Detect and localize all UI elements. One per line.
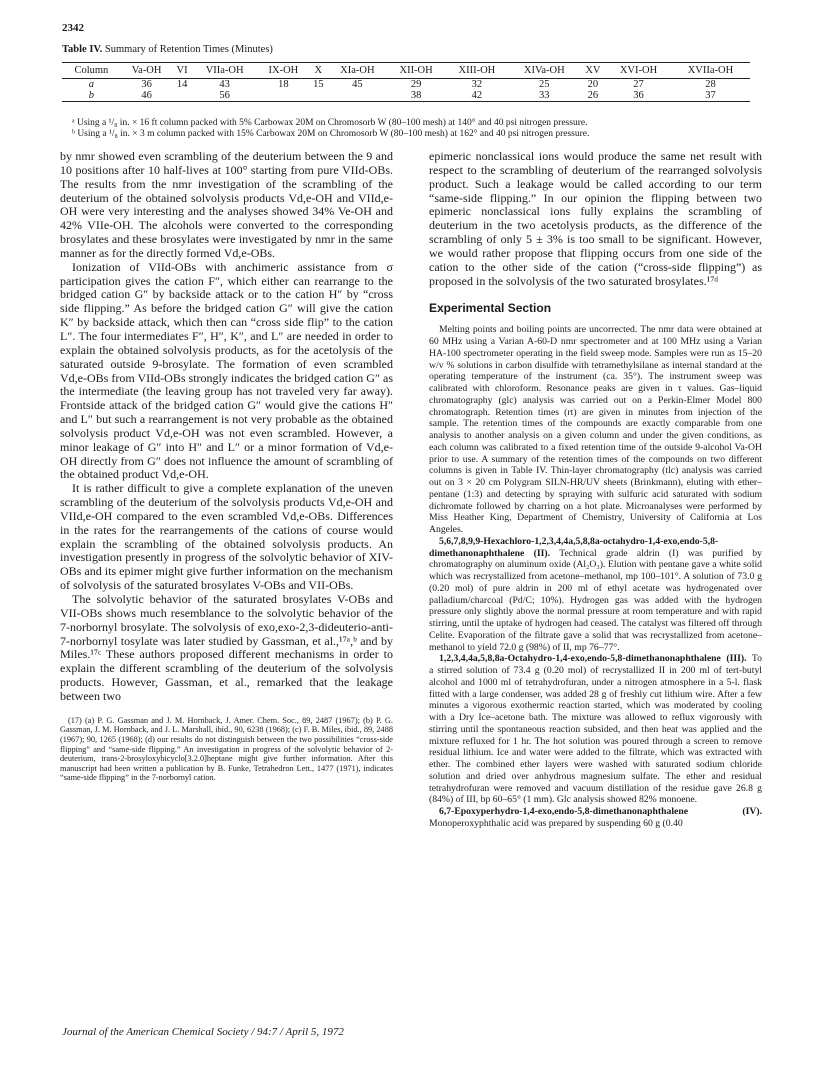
right-column <box>429 150 762 830</box>
table-header-cell: IX-OH <box>268 65 299 76</box>
table-cell: 15 <box>313 79 324 90</box>
table-cell: 25 <box>539 79 550 90</box>
page-number: 2342 <box>62 22 84 34</box>
body-paragraph: The solvolytic behavior of the saturated brosylates V-OBs and VII-OBs shows much resemblance to the solvolytic behavior of the 7-norbornyl brosylate. The solvolysis of exo,exo-2,3-dideuterio-anti-7-norbornyl tosylate was later studied by Gassman, et al.,¹⁷ᵃ,ᵇ and by Miles.¹⁷ᶜ These authors proposed different mechanisms in order to explain the different scrambling of the deuterium of the solvolysis products. However, Gassman, et al., remarked that the leakage between two <box>60 592 393 703</box>
compound-iii-paragraph <box>429 653 762 806</box>
compound-ii-title: 5,6,7,8,9,9-Hexachloro-1,2,3,4,4a,5,8,8a-octahydro-1,4-exo,endo-5,8-dimethanonaphthalene (II). <box>429 535 719 559</box>
table-header-cell: VI <box>176 65 188 76</box>
retention-times-table <box>62 62 750 102</box>
table-cell: 42 <box>471 90 483 101</box>
table-cell: 27 <box>633 79 644 90</box>
body-paragraph: by nmr showed even scrambling of the deuterium between the 9 and 10 positions after 10 half-lives at 100° starting from pure VIId-OBs. The results from the nmr investigation of the scrambling of the deuterium of the obtained solvolysis products Vd,e-OH and VIId,e-OH were very interesting and the analyses showed 34% Ve-OH and 42% VIIe-OH. The alcohols were converted to the corresponding brosylates and these brosylates were investigated by nmr in the same manner as for the directly formed Vd,e-OBs. <box>60 149 393 260</box>
table-cell: 37 <box>705 90 716 101</box>
table-header-cell: Va-OH <box>131 65 162 76</box>
table-cell: 26 <box>587 90 599 101</box>
table-header-cell: VIIa-OH <box>205 65 244 76</box>
table-header-cell: Column <box>74 65 109 76</box>
table-cell: 28 <box>705 79 716 90</box>
compound-iv-title: 6,7-Epoxyperhydro-1,4-exo,endo-5,8-dimethanonaphthalene (IV). <box>439 806 762 818</box>
body-paragraph: It is rather difficult to give a complete explanation of the uneven scrambling of the deuterium of the solvolysis products Vd,e-OH and VIId,e-OH compared to the even scrambled Vd,e-OBs. Differences in the rates for the rearrangements of the cations of course would explain the scrambling of the obtained solvolysis products. An investigation presently in progress of the solvolytic behavior of XIV-OBs and its epimer might give further information on the mechanism of solvolysis of the saturated brosylates V-OBs and VII-OBs. <box>60 481 393 593</box>
table-cell: 18 <box>278 79 289 90</box>
table-header-cell: X <box>314 65 323 76</box>
table-cell <box>258 90 310 102</box>
reference-footnotes <box>60 716 393 783</box>
table-header-cell: XIVa-OH <box>523 65 565 76</box>
experimental-text <box>429 324 762 829</box>
table-header-cell: XIII-OH <box>458 65 496 76</box>
left-column <box>60 150 393 783</box>
table-cell: 36 <box>633 90 644 101</box>
table-cell: 36 <box>141 79 152 90</box>
table-header-row <box>62 63 750 79</box>
table-cell: a <box>88 79 95 90</box>
table-cell: 56 <box>219 90 230 101</box>
table-header-cell: XVI-OH <box>619 65 658 76</box>
body-paragraph: epimeric nonclassical ions would produce the same net result with respect to the scrambling of deuterium of the rearranged solvolysis product. Such a leakage would be called according to our term “same-side flipping.” In our opinion the flipping between two epimeric nonclassical ions fully explains the scrambling of deuterium in the two acetolysis products, as the difference of the scrambling of only 5 ± 3% is too small to be significant. However, we would rather propose that flipping occurs from one side of the cation to the other side of the cation (“cross-side flipping”) as proposed in the solvolysis of the two saturated brosylates.¹⁷ᵈ <box>429 149 762 288</box>
compound-ii-paragraph <box>429 536 762 654</box>
table-header-cell: XII-OH <box>399 65 433 76</box>
table-header-cell: XV <box>585 65 601 76</box>
compound-ii-text: Technical grade aldrin (I) was purified by chromatography on aluminum oxide (Al₂O₃). Elution with pentane gave a white solid which was recrystallized from acetone–methanol, mp 100–101°. A solution of 73.0 g (0.20 mol) of pure aldrin in 200 ml of ethyl acetate was hydrogenated over palladium/charcoal (Pd/C; 10%). Hydrogen gas was added with the hydrogen pressure only slightly above the normal pressure at room temperature and with rapid stirring, until the uptake of hydrogen had ceased. The catalyst was filtered off through Celite. Evaporation of the filtrate gave a solid that was recrystallized from acetone–methanol to yield 72.0 g (98%) of II, mp 76–77°. <box>429 547 762 653</box>
table-footnote-b: ᵇ Using a ¹/₈ in. × 3 m column packed with 15% Carbowax 20M on Chromosorb W (80–100 mesh) at 162° and 40 psi nitrogen pressure. <box>72 129 590 139</box>
experimental-paragraph: Melting points and boiling points are uncorrected. The nmr data were obtained at 60 MHz using a Varian A-60-D nmr spectrometer and at 100 MHz using a Varian HA-100 spectrometer operating in the field sweep mode. Samples were run as 15–20 w/v % solutions in carbon disulfide with tetramethylsilane as internal standard at the operating temperature of the instrument (ca. 35°). The instrument sweep was calibrated with chloroform. Resonance peaks are given in τ values. Gas–liquid chromatography (glc) analysis was carried out on a Perkin-Elmer Model 800 chromatograph. Retention times (rt) are given in minutes from injection of the sample. The retention times of the compounds are exactly comparable from one analysis to another analysis on a given column and under the given conditions, as each column was calibrated to a fixed retention time of the outside 9-alcohol Va-OH prior to use. A summary of the retention times of the compounds on two different columns is given in Table IV. Thin-layer chromatography (tlc) analysis was carried out on 3 × 20 cm Polygram SILN-HR/UV sheets (Brinkmann), eluting with ether–pentane (1:3) and detecting by spraying with sulfuric acid saturated with sodium dichromate followed by charring on a hot plate. Microanalyses were performed by Miss Heather King, Department of Chemistry, University of California at Los Angeles. <box>429 324 762 536</box>
table-header-cell: XVIIa-OH <box>687 65 734 76</box>
table-cell <box>172 90 191 102</box>
journal-footer: Journal of the American Chemical Society / 94:7 / April 5, 1972 <box>62 1026 344 1038</box>
compound-iii-text: To a stirred solution of 73.4 g (0.20 mol) of recrystallized II in 200 ml of tert-butyl alcohol and 1000 ml of tetrahydrofuran, under a nitrogen atmosphere in a 5-l. flask fitted with a large condenser, was added 28 g of freshly cut lithium wire. After a few minutes a vigorous exothermic reaction started, which was moderated by cooling with a Dry Ice–acetone bath. The mixture was allowed to reflux vigorously with stirring until the spontaneous reaction subsided, and then heat was applied and the mixture refluxed for 1 hr. The hot solution was poured through a screen to remove residual lithium. Ice and water were added to the filtrate, which was extracted with ether. The combined ether layers were washed with saturated sodium chloride solution and dried over anhydrous magnesium sulfate. The ether and residual tetrahydrofuran were removed and vacuum distillation of the residue gave 26.8 g (84%) of III, bp 60–65° (1 mm). Glc analysis showed 82% monoene. <box>429 653 763 806</box>
table-cell: 46 <box>141 90 152 101</box>
table-cell <box>327 90 387 102</box>
table-cell: 45 <box>352 79 363 90</box>
table-cell <box>309 90 327 102</box>
reference-17: (17) (a) P. G. Gassman and J. M. Hornback, J. Amer. Chem. Soc., 89, 2487 (1967); (b) P. G. Gassman, J. M. Hornback, and J. L. Marshall, ibid., 90, 6238 (1968); (c) F. B. Miles, ibid., 89, 2488 (1967); 90, 1265 (1968); (d) our results do not distinguish between the two possibilities “cross-side flipping” and “same-side flipping.” An investigation in progress of the solvolytic behavior of 2-deuterium, trans-2-brosyloxybicyclo[3.2.0]heptane might give further information. After this manuscript had been written a publication by B. Funke, Tetrahedron Lett., 1477 (1971), indicates “same-side flipping” in the 7-norbornyl cation. <box>60 715 393 783</box>
table-row <box>62 90 750 102</box>
table-cell: 33 <box>539 90 550 101</box>
table-cell: 14 <box>176 79 188 90</box>
compound-iv-paragraph <box>429 806 762 830</box>
table-label: Table IV. <box>62 44 103 55</box>
table-cell: 29 <box>410 79 422 90</box>
table-cell: b <box>88 90 95 101</box>
table-caption: Summary of Retention Times (Minutes) <box>104 44 273 55</box>
body-paragraph: Ionization of VIId-OBs with anchimeric assistance from σ participation gives the cation F″, which either can rearrange to the bridged cation G″ by backside attack or to the cation H″ by “cross side flipping.” As before the bridged cation G″ will give the cation K″ by backside attack, which then can “cross side flip” to the cation L″. The four intermediates F″, H″, K″, and L″ are needed in order to explain the obtained solvolysis products, as for the acetolysis of the saturated outside 9-brosylate. The formation of even scrambled Vd,e-OBs from VIId-OBs strongly indicates the bridged cation G″ as the intermediate (the leaving group has not traveled very far away). Frontside attack of the bridged cation G″ would give the cations H″ and L″ but such a rearrangement is not very probable as the obtained solvolysis product Vd,e-OH was not even scrambled. However, a minor leakage of G″ into H″ and L″ or a minor formation of Vd,e-OH directly from G″ does not influence the amount of scrambling of the obtained product Vd,e-OH. <box>60 259 393 482</box>
section-heading: Experimental Section <box>429 301 552 316</box>
table-cell: 43 <box>219 79 230 90</box>
table-header-cell: XIa-OH <box>340 65 375 76</box>
table-row <box>62 79 750 91</box>
table-cell: 38 <box>410 90 422 101</box>
table-cell: 32 <box>471 79 483 90</box>
table-footnote-a: ᵃ Using a ¹/₈ in. × 16 ft column packed with 5% Carbowax 20M on Chromosorb W (80–100 mesh) at 140° and 40 psi nitrogen pressure. <box>72 118 588 128</box>
table-title <box>62 44 273 55</box>
compound-iii-title: 1,2,3,4,4a,5,8,8a-Octahydro-1,4-exo,endo-5,8-dimethanonaphthalene (III). <box>439 653 747 665</box>
compound-iv-text: Monoperoxyphthalic acid was prepared by suspending 60 g (0.40 <box>429 817 683 829</box>
table-cell: 20 <box>587 79 599 90</box>
